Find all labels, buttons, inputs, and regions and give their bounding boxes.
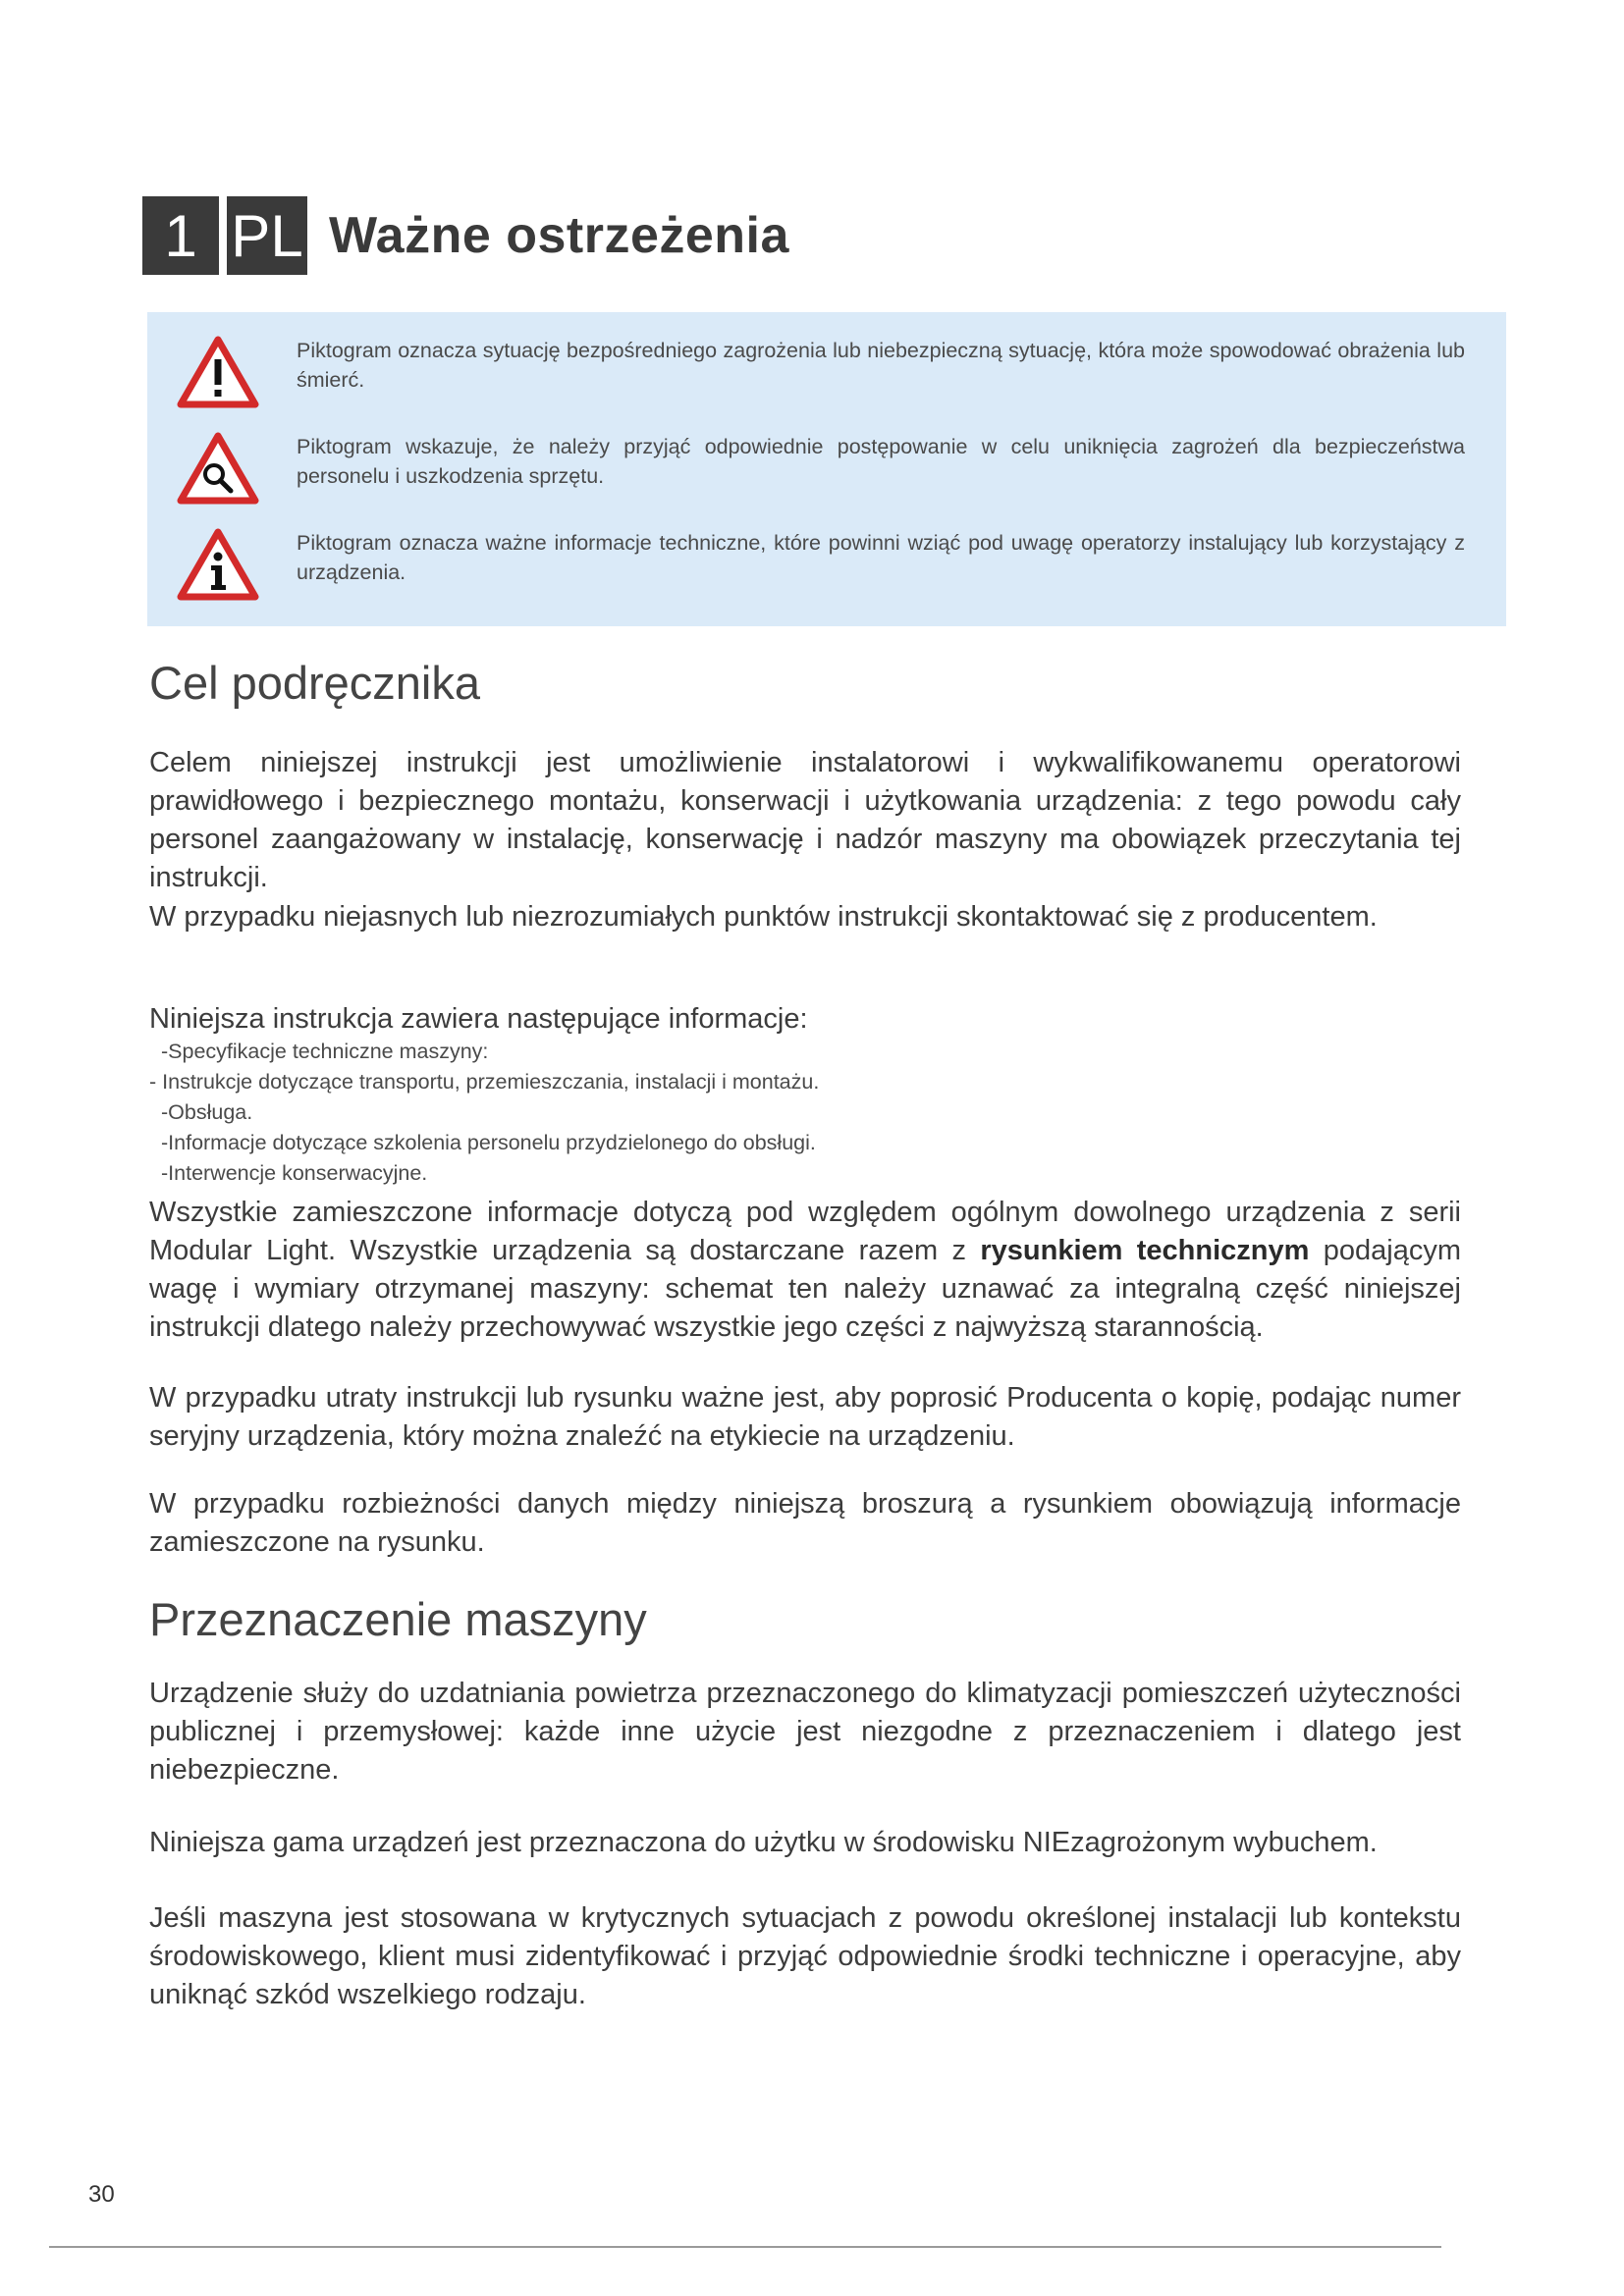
- info-icon: [177, 528, 259, 601]
- list-title: Niniejsza instrukcja zawiera następujące informacje:: [149, 1003, 808, 1035]
- paragraph: Celem niniejszej instrukcji jest umożliwienie instalatorowi i wykwalifikowanemu operatorowi prawidłowego i bezpiecznego montażu, konserwacji i użytkowania urządzenia: z tego powodu cały personel zaangażowany w instalację, konserwację i nadzór maszyny ma obowiązek przeczytania tej instrukcji.: [149, 747, 1461, 893]
- paragraph: W przypadku rozbieżności danych między niniejszą broszurą a rysunkiem obowiązują informacje zamieszczone na rysunku.: [149, 1488, 1461, 1558]
- section-heading: Cel podręcznika: [149, 657, 481, 709]
- emphasis-text: rysunkiem technicznym: [980, 1235, 1310, 1266]
- list-item: -Informacje dotyczące szkolenia personelu przydzielonego do obsługi.: [161, 1131, 816, 1154]
- page-number: 30: [88, 2181, 115, 2208]
- paragraph: Urządzenie służy do uzdatniania powietrza przeznaczonego do klimatyzacji pomieszczeń użyteczności publicznej i przemysłowej: każde inne użycie jest niezgodne z przeznaczeniem i dlatego jest niebezpieczne.: [149, 1678, 1461, 1786]
- warning-panel: [147, 312, 1506, 626]
- paragraph-text: podającym wagę i wymiary otrzymanej maszyny: schemat ten należy uznawać za integralną część niniejszej instrukcji dlatego należy przechowywać wszystkie jego części z najwyższą starannością.: [149, 1235, 1461, 1343]
- danger-exclamation-icon: [177, 336, 259, 408]
- caution-magnifier-icon: [177, 432, 259, 505]
- section-header: [142, 196, 789, 275]
- section-heading: Przeznaczenie maszyny: [149, 1593, 647, 1645]
- paragraph: Niniejsza gama urządzeń jest przeznaczona do użytku w środowisku NIEzagrożonym wybuchem.: [149, 1827, 1378, 1858]
- contents-list: [149, 1001, 1461, 1189]
- list-item: -Specyfikacje techniczne maszyny:: [161, 1040, 489, 1063]
- page-title: Ważne ostrzeżenia: [329, 207, 789, 264]
- paragraph: W przypadku utraty instrukcji lub rysunku ważne jest, aby poprosić Producenta o kopię, podając numer seryjny urządzenia, który można znaleźć na etykiecie na urządzeniu.: [149, 1382, 1461, 1452]
- warning-text: Piktogram oznacza sytuację bezpośredniego zagrożenia lub niebezpieczną sytuację, która może spowodować obrażenia lub śmierć.: [297, 339, 1465, 392]
- language-code: PL: [227, 196, 307, 275]
- paragraph: Jeśli maszyna jest stosowana w krytycznych sytuacjach z powodu określonej instalacji lub kontekstu środowiskowego, klient musi zidentyfikować i przyjąć odpowiednie środki techniczne i operacyjne, aby uniknąć szkód wszelkiego rodzaju.: [149, 1902, 1461, 2010]
- paragraph: [149, 1194, 1461, 1347]
- paragraph: W przypadku niejasnych lub niezrozumiałych punktów instrukcji skontaktować się z producentem.: [149, 901, 1378, 933]
- paragraph-text: Wszystkie zamieszczone informacje dotyczą pod względem ogólnym dowolnego urządzenia z serii Modular Light. Wszystkie urządzenia są dostarczane razem z: [149, 1197, 1461, 1266]
- list-item: -Interwencje konserwacyjne.: [161, 1161, 428, 1185]
- warning-text: Piktogram oznacza ważne informacje techniczne, które powinni wziąć pod uwagę operatorzy instalujący lub korzystający z urządzenia.: [297, 531, 1465, 584]
- chapter-number: 1: [142, 196, 219, 275]
- warning-text: Piktogram wskazuje, że należy przyjąć odpowiednie postępowanie w celu uniknięcia zagrożeń dla bezpieczeństwa personelu i uszkodzenia sprzętu.: [297, 435, 1465, 488]
- list-item: -Obsługa.: [161, 1100, 253, 1124]
- footer-divider: [49, 2246, 1441, 2248]
- list-item: - Instrukcje dotyczące transportu, przemieszczania, instalacji i montażu.: [149, 1070, 820, 1094]
